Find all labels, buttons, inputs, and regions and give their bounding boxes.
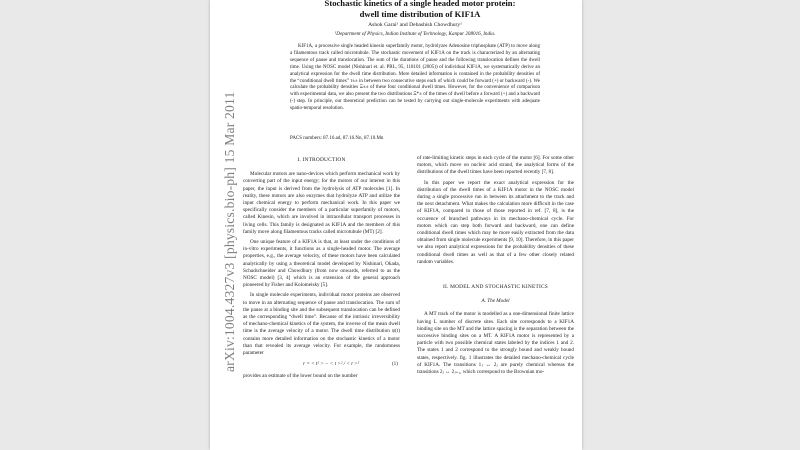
- right-paragraph-2: In this paper we report the exact analytical expression for the distribution of the dwell times of a KIF1A motor in the NOSC model during a single processive run in between its attachment to the track and the next detachment. What makes the calculation more difficult in the case of KIF1A, compared to those of those reported in ref. [7, 8], is the occurence of branched pathways in its mechano-chemical cycle. For motors which can step both forward and backward, one can define conditional dwell times which may be more easily extracted from the data obtained from single molecule experiments [9, 10]. Therefore, in this paper we also report analytical expressions for the probability densities of these conditional dwell times as well as that of a few other closely related random variables.: [417, 179, 574, 265]
- section-heading-model: II. MODEL AND STOCHASTIC KINETICS: [443, 284, 548, 291]
- intro-paragraph-4: provides an estimate of the lower bound on the number: [243, 373, 358, 380]
- right-paragraph-1: of rate-limiting kinetic steps in each cycle of the motor [6]. For some other motors, which move on nucleic acid strand, the analytical forms of the distributions of the dwell times have been reported recently [7, 8].: [417, 155, 574, 176]
- equation-1: [243, 361, 400, 368]
- intro-paragraph-1: Molecular motors are nano-devices which perform mechanical work by converting part of the input energy; for the motors of our interest in this paper, the input is derived from the hydrolysis of ATP molecules [1]. In reality, these motors are also enzymes that hydrolyze ATP and utilize the input chemical energy to perform mechanical work. In this paper we specifically consider the members of a particular superfamily of motors, called Kinesin, which are involved in intracellular transport processes in living cells. This family is designated as KIF1A and the members of this family move along filamentous tracks called microtubule (MT) [2].: [243, 171, 400, 235]
- abstract: [290, 44, 540, 113]
- model-paragraph-1: A MT track of the motor is modelled as a one-dimensional finite lattice having L number of discrete sites. Each site corresponds to a KIF1A binding site on the MT and the lattice spacing is the separation between the successive binding sites on a MT. A KIF1A motor is represented by a particle with two possible chemical states labeled by the indices 1 and 2. The states 1 and 2 correspond to the strongly bound and weakly bound states, respectively. fig. 1 illustrates the detailed mechano-chemical cycle of KIF1A. The transitions 1ⱼ ↔ 2ⱼ are purely chemical whereas the transitions 2ⱼ ↔ 2ⱼ₊₁, which correspond to the Brownian mo-: [417, 311, 574, 376]
- right-column: [417, 155, 574, 379]
- authors: Ashok Garai¹ and Debashish Chowdhury¹: [368, 22, 462, 28]
- equation-1-body: r = < t² > − < t >² / < t >²: [303, 361, 360, 368]
- paper-title: [270, 0, 570, 20]
- arxiv-identifier: arXiv:1004.4327v3 [physics.bio-ph] 15 Mar 2011: [222, 91, 237, 372]
- paper-page: [210, 0, 582, 450]
- intro-paragraph-2: One unique feature of a KIF1A is that, at least under the conditions of in-vitro experiments, it functions as a single-headed motor. The average properties, e.g., the average velocity, of these motors have been calculated analytically by using a theoretical model developed by Nishinari, Okada, Schadschneider and Chowdhury (from now onwards, referred to as the NOSC model) [3, 4] which is an extension of the general approach pioneered by Fisher and Kolomeisky [5].: [243, 239, 400, 289]
- title-line-2: dwell time distribution of KIF1A: [359, 9, 481, 19]
- title-line-1: Stochastic kinetics of a single headed motor protein:: [324, 0, 516, 8]
- equation-1-number: (1): [391, 361, 398, 368]
- affiliation: ¹Department of Physics, Indian Institute of Technology, Kanpur 208016, India.: [334, 31, 496, 37]
- abstract-text: KIF1A, a processive single headed kinesin superfamily motor, hydrolyzes Adenosine triphosphate (ATP) to move along a filamentous track called microtubule. The stochastic movement of KIF1A on the track is characterized by an alternating sequence of pause and translocation. The sum of the durations of pause and the following translocation defines the dwell time. Using the NOSC model (Nishinari et. al. PRL, 95, 118101 (2005)) of individual KIF1A, we systematically derive an analytical expression for the dwell time distribution. More detailed information is contained in the probability densities of the “conditional dwell times” τ±± in between two consecutive steps each of which could be forward (+) or backward (-). We calculate the probability densities Ξ±± of these four conditional dwell times. However, for the convenience of comparison with experimental data, we also present the two distributions Ξ*± of the times of dwell before a forward (+) and a backward (-) step. In principle, our theoretical prediction can be tested by carrying out single-molecule experiments with adequate spatio-temporal resolution.: [290, 44, 540, 112]
- pacs-numbers: PACS numbers: 87.16.ad, 87.16.Nn, 87.10.Mn: [290, 136, 384, 141]
- section-heading-introduction: I. INTRODUCTION: [297, 157, 346, 163]
- subsection-heading-model: A. The Model: [481, 298, 510, 305]
- left-column: [243, 155, 400, 384]
- intro-paragraph-3: In single molecule experiments, individual motor proteins are observed to move in an alternating sequence of pause and translocation. The sum of the pause at a binding site and the subsequent translocation can be defined as the corresponding “dwell time”. Because of the intrinsic irreversibility of mechano-chemical kinetics of the system, the inverse of the mean dwell time is the average velocity of a motor. The dwell time distribution ψ(t) contains more detailed information on the stochastic kinetics of a motor than that revealed its average velocity. For example, the randomness parameter: [243, 292, 400, 357]
